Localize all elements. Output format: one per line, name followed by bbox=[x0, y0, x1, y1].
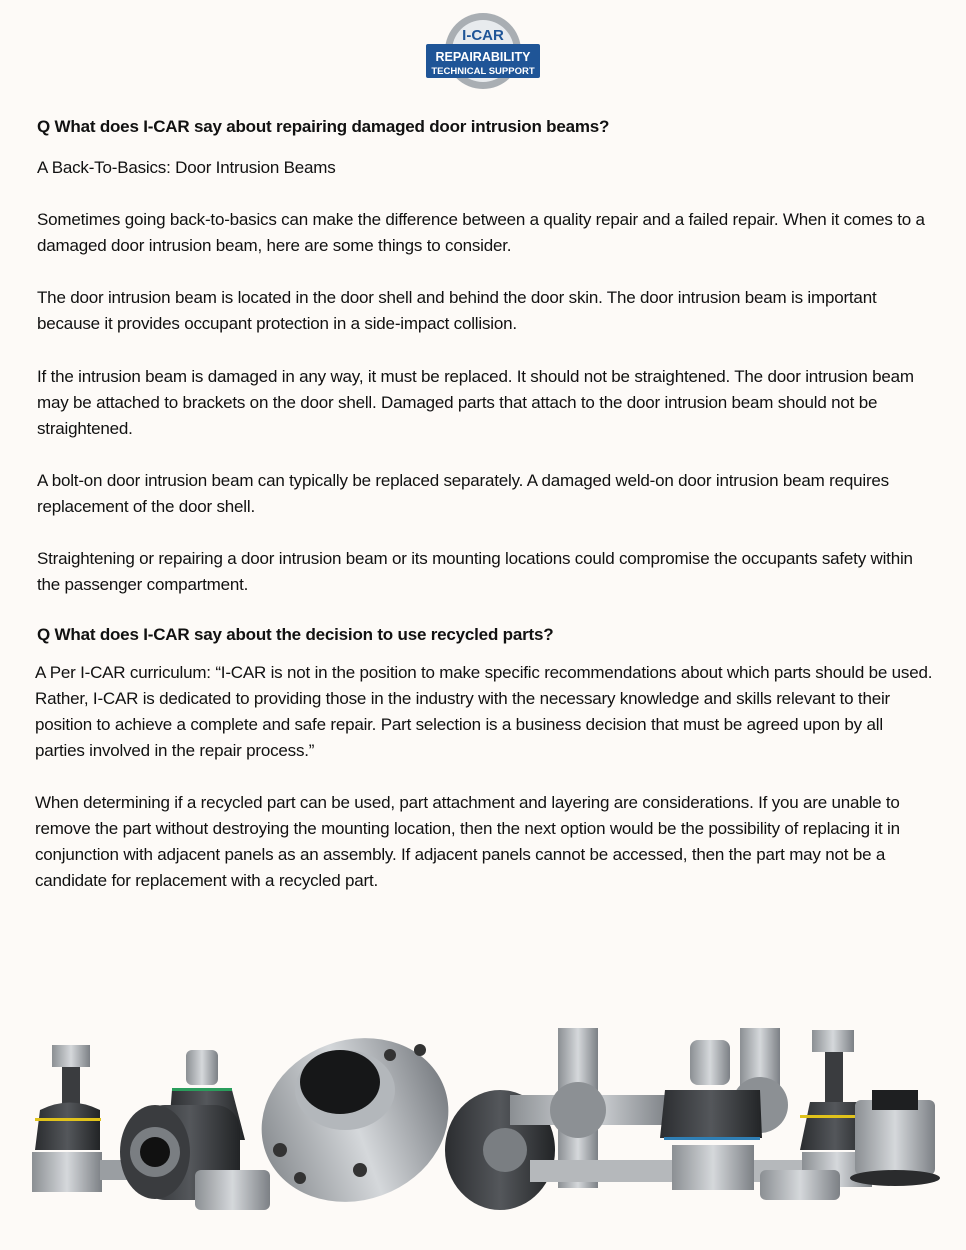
paragraph: Sometimes going back-to-basics can make the difference between a quality repair and a failed repair. When it comes to a damaged door intrusion beam, here are some things to consider. bbox=[37, 210, 925, 255]
icar-repairability-logo bbox=[424, 10, 542, 92]
faq-section-recycled-parts-heading bbox=[37, 622, 932, 648]
auto-parts-image bbox=[0, 1010, 966, 1240]
paragraph: A Per I-CAR curriculum: “I-CAR is not in the position to make specific recommendations about which parts should be used. Rather, I-CAR is dedicated to providing those in the industry with the necessary knowledge and skills relevant to their position to achieve a complete and safe repair. Part selection is a business decision that must be agreed upon by all parties involved in the repair process.” bbox=[35, 663, 933, 760]
faq-section-door-beams bbox=[37, 114, 932, 598]
paragraph: A bolt-on door intrusion beam can typically be replaced separately. A damaged weld-on door intrusion beam requires replacement of the door shell. bbox=[37, 471, 889, 516]
wheel-hub bbox=[238, 1012, 471, 1227]
answer-title: A Back-To-Basics: Door Intrusion Beams bbox=[37, 158, 336, 177]
bushing bbox=[120, 1105, 270, 1210]
question-heading: Q What does I-CAR say about the decision to use recycled parts? bbox=[37, 625, 554, 644]
faq-section-recycled-parts bbox=[35, 660, 935, 894]
paragraph: The door intrusion beam is located in the door shell and behind the door skin. The door intrusion beam is important because it provides occupant protection in a side-impact collision. bbox=[37, 288, 877, 333]
paragraph: If the intrusion beam is damaged in any way, it must be replaced. It should not be straightened. The door intrusion beam may be attached to brackets on the door shell. Damaged parts that attach to the door intrusion beam should not be straightened. bbox=[37, 367, 914, 438]
question-heading: Q What does I-CAR say about repairing damaged door intrusion beams? bbox=[37, 117, 610, 136]
paragraph: When determining if a recycled part can be used, part attachment and layering are considerations. If you are unable to remove the part without destroying the mounting location, then the next option would be the possibility of replacing it in conjunction with adjacent panels as an assembly. If adjacent panels cannot be accessed, then the part may not be a candidate for replacement with a recycled part. bbox=[35, 793, 900, 890]
logo-brand-text: I-CAR bbox=[462, 27, 504, 44]
paragraph: Straightening or repairing a door intrusion beam or its mounting locations could compromise the occupants safety within the passenger compartment. bbox=[37, 549, 913, 594]
logo-line2: TECHNICAL SUPPORT bbox=[431, 66, 535, 77]
logo-line1: REPAIRABILITY bbox=[435, 50, 531, 64]
bushing-right bbox=[850, 1090, 940, 1186]
